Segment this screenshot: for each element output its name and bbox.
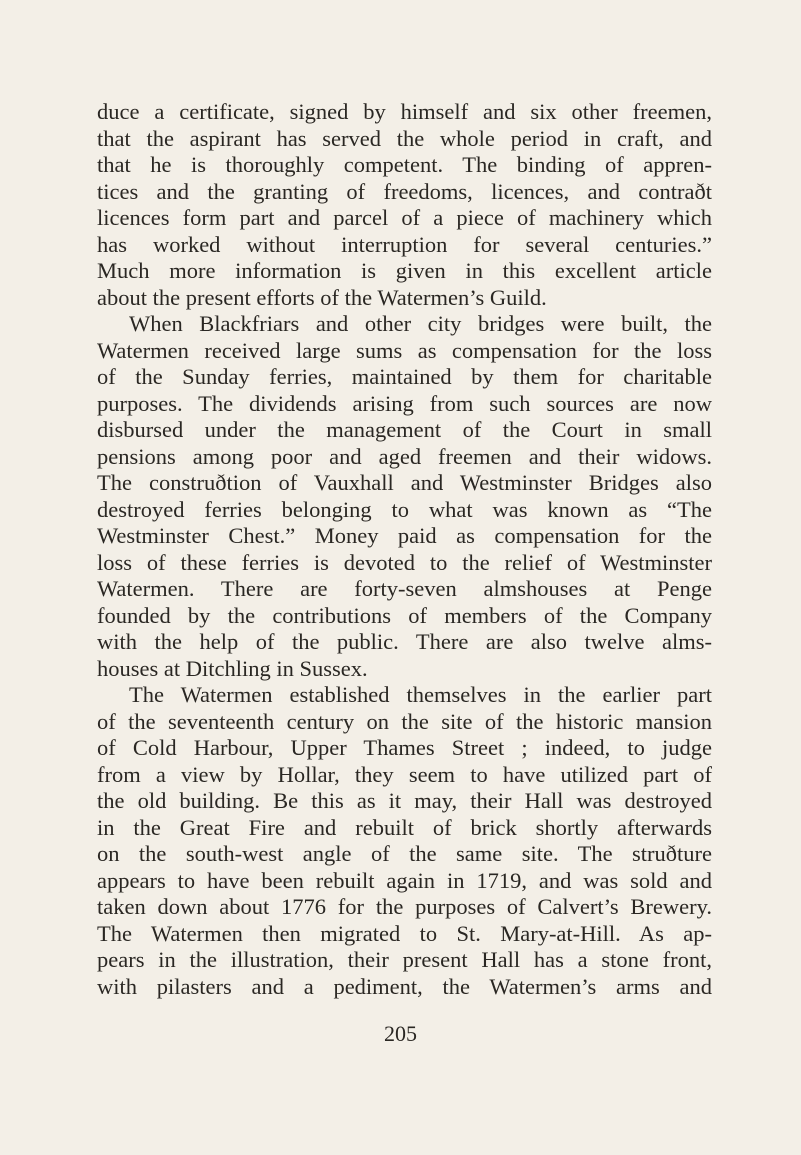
text-line: Watermen. There are forty-seven almshouses at Penge <box>97 576 712 601</box>
text-line: with the help of the public. There are also twelve alms- <box>97 629 712 654</box>
text-line: destroyed ferries belonging to what was known as “The <box>97 496 712 522</box>
text-line: of Cold Harbour, Upper Thames Street ; indeed, to judge <box>97 735 712 760</box>
text-line: houses at Ditchling in Sussex. <box>97 655 368 681</box>
text-line: licences form part and parcel of a piece of machinery which <box>97 205 712 230</box>
text-line: in the Great Fire and rebuilt of brick shortly afterwards <box>97 814 712 840</box>
text-line: that he is thoroughly competent. The binding of appren- <box>97 152 712 177</box>
text-line: the old building. Be this as it may, their Hall was destroyed <box>97 788 712 813</box>
text-line: about the present efforts of the Watermen’s Guild. <box>97 284 547 310</box>
text-line: purposes. The dividends arising from such sources are now <box>97 390 712 416</box>
text-line: Much more information is given in this excellent article <box>97 258 712 283</box>
text-line: that the aspirant has served the whole period in craft, and <box>97 125 712 151</box>
text-line: appears to have been rebuilt again in 1719, and was sold and <box>97 867 712 893</box>
text-line: with pilasters and a pediment, the Watermen’s arms and <box>97 973 712 999</box>
text-line: Watermen received large sums as compensation for the loss <box>97 337 712 363</box>
text-line: pears in the illustration, their present Hall has a stone front, <box>97 947 712 972</box>
text-line: duce a certificate, signed by himself and six other freemen, <box>97 99 712 124</box>
text-line: The Watermen then migrated to St. Mary-at-Hill. As ap- <box>97 920 712 946</box>
text-line: founded by the contributions of members of the Company <box>97 602 712 628</box>
text-line: on the south-west angle of the same site. The struðture <box>97 841 712 866</box>
text-line: of the seventeenth century on the site of the historic mansion <box>97 708 712 734</box>
text-line: from a view by Hollar, they seem to have utilized part of <box>97 761 712 787</box>
text-line: The construðtion of Vauxhall and Westminster Bridges also <box>97 470 712 495</box>
page-number: 205 <box>384 1021 417 1046</box>
text-line: of the Sunday ferries, maintained by them for charitable <box>97 364 712 389</box>
text-line: has worked without interruption for several centuries.” <box>97 231 712 257</box>
text-line: taken down about 1776 for the purposes of Calvert’s Brewery. <box>97 894 712 919</box>
text-line: loss of these ferries is devoted to the relief of Westminster <box>97 549 712 575</box>
text-line: When Blackfriars and other city bridges were built, the <box>129 311 712 336</box>
text-line: pensions among poor and aged freemen and their widows. <box>97 443 712 469</box>
text-line: tices and the granting of freedoms, licences, and contraðt <box>97 178 712 204</box>
body-text <box>97 99 712 1000</box>
text-line: The Watermen established themselves in the earlier part <box>129 682 712 707</box>
text-line: Westminster Chest.” Money paid as compensation for the <box>97 523 712 548</box>
text-line: disbursed under the management of the Court in small <box>97 417 712 442</box>
